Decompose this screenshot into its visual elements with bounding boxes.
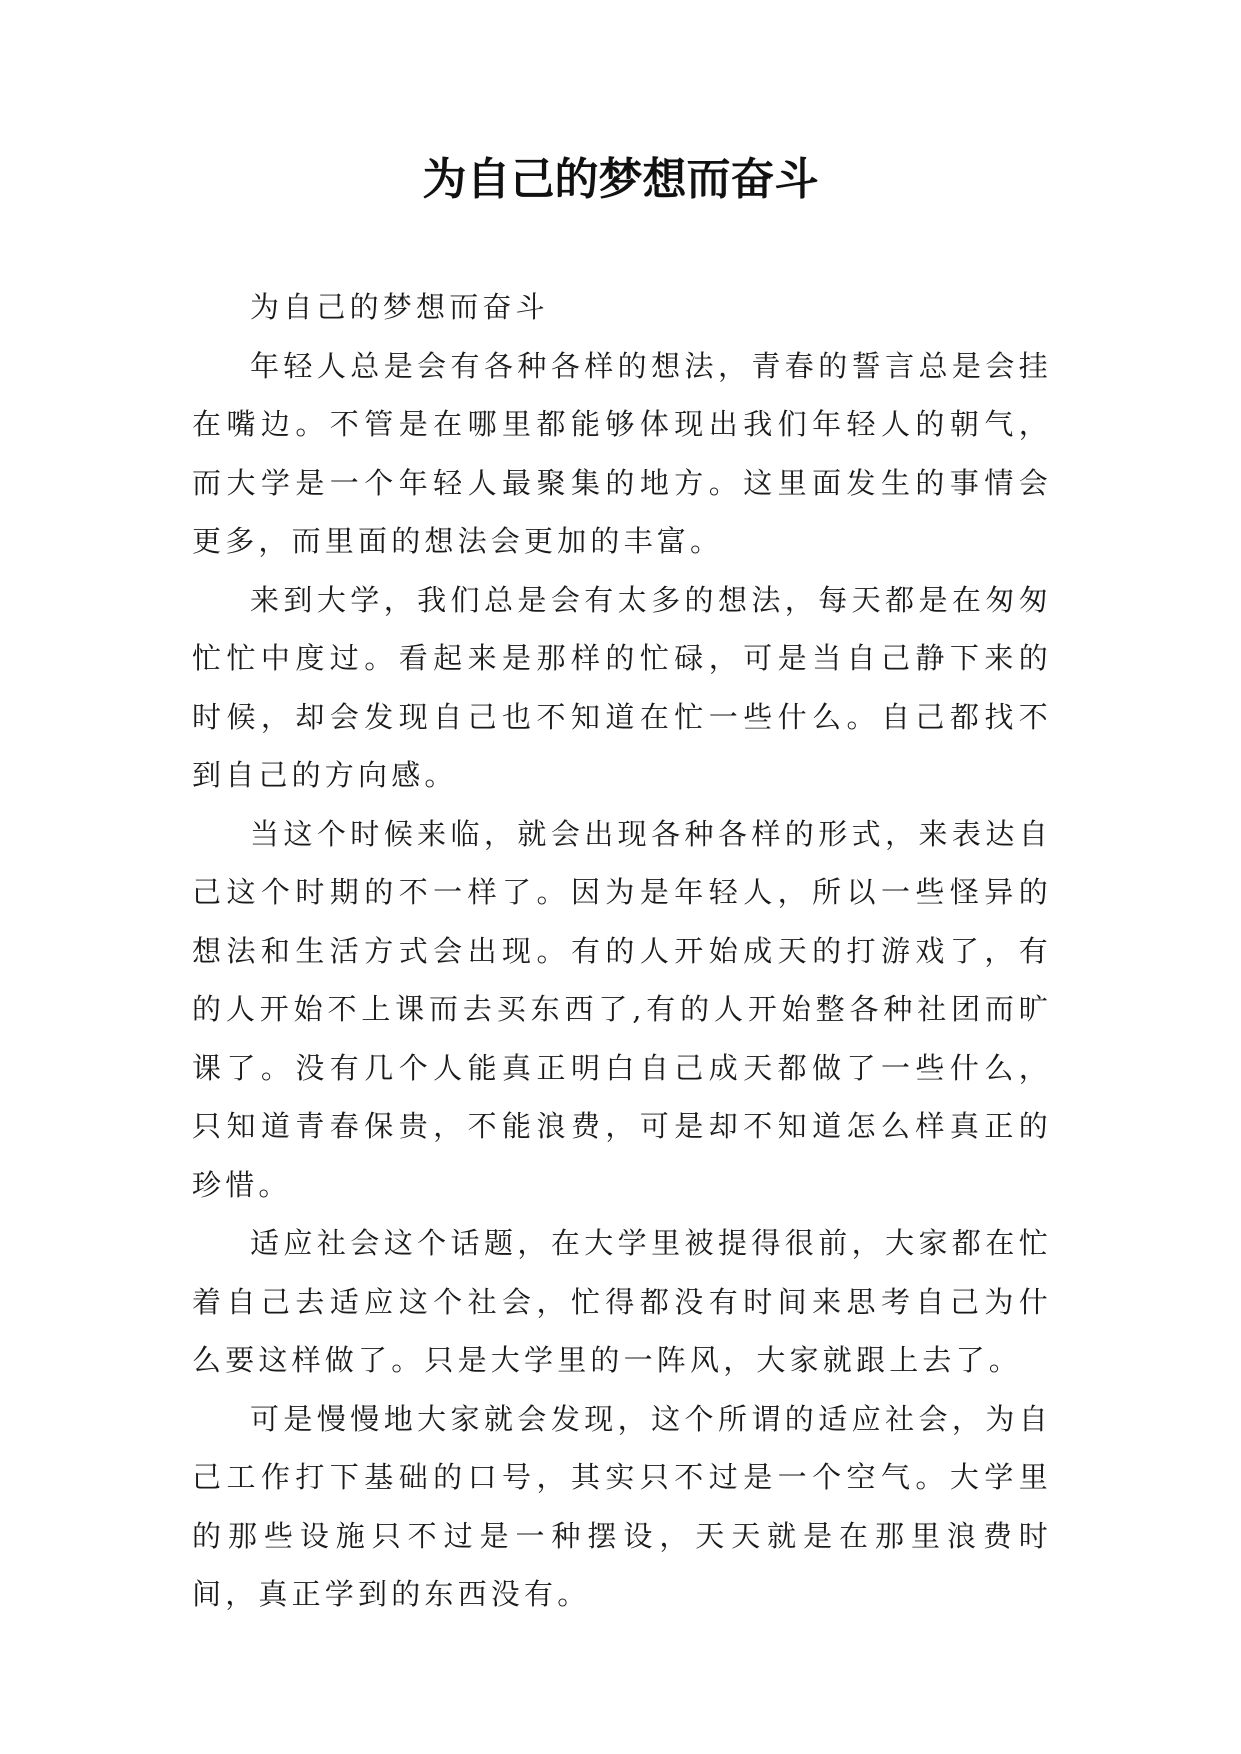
paragraph: 来到大学，我们总是会有太多的想法，每天都是在匆匆忙忙中度过。看起来是那样的忙碌，可是当自己静下来的时候，却会发现自己也不知道在忙一些什么。自己都找不到自己的方向感。 — [192, 582, 1052, 792]
paragraph: 可是慢慢地大家就会发现，这个所谓的适应社会，为自己工作打下基础的口号，其实只不过是一个空气。大学里的那些设施只不过是一种摆设，天天就是在那里浪费时间，真正学到的东西没有。 — [192, 1401, 1052, 1611]
paragraph: 年轻人总是会有各种各样的想法，青春的誓言总是会挂在嘴边。不管是在哪里都能够体现出我们年轻人的朝气，而大学是一个年轻人最聚集的地方。这里面发生的事情会更多，而里面的想法会更加的丰富。 — [192, 348, 1052, 558]
paragraph: 适应社会这个话题，在大学里被提得很前，大家都在忙着自己去适应这个社会，忙得都没有时间来思考自己为什么要这样做了。只是大学里的一阵风，大家就跟上去了。 — [192, 1226, 1052, 1377]
paragraph: 当这个时候来临，就会出现各种各样的形式，来表达自己这个时期的不一样了。因为是年轻人，所以一些怪异的想法和生活方式会出现。有的人开始成天的打游戏了，有的人开始不上课而去买东西了,有的人开始整各种社团而旷课了。没有几个人能真正明白自己成天都做了一些什么，只知道青春保贵，不能浪费，可是却不知道怎么样真正的珍惜。 — [192, 816, 1052, 1202]
document-title: 为自己的梦想而奋斗 — [422, 154, 819, 205]
document-body — [192, 278, 1052, 1624]
paragraph-subtitle: 为自己的梦想而奋斗 — [250, 290, 549, 324]
